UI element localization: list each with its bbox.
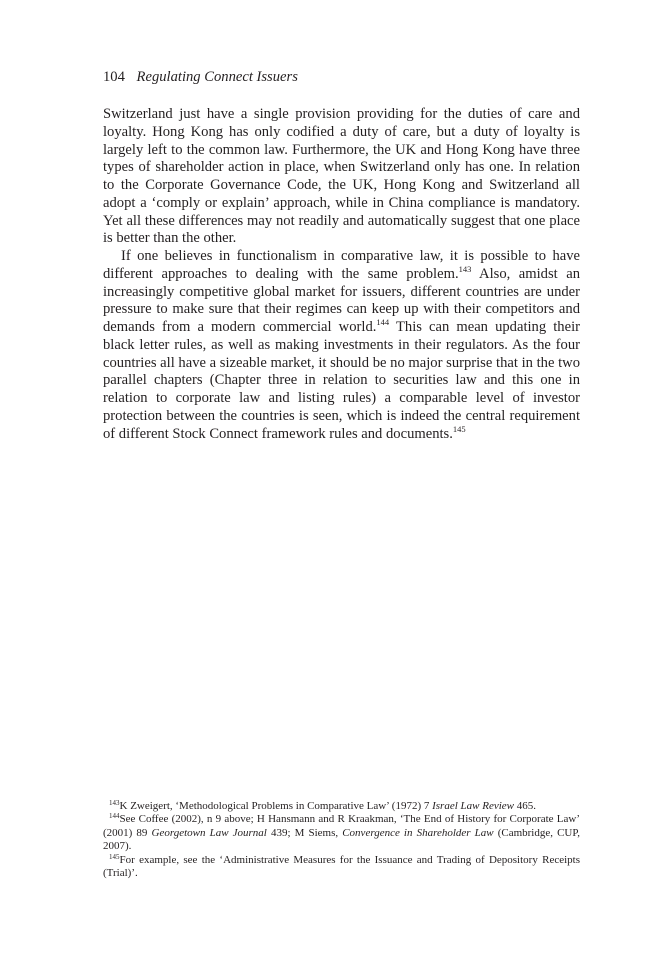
footnote-ref-144: 144 [376, 317, 390, 327]
footnote-text: For example, see the ‘Administrative Measures for the Issuance and Trading of Depository Receipts (Trial)’. [103, 853, 580, 880]
footnote-text: (Cambridge, CUP, 2007). [103, 826, 581, 853]
footnotes [103, 800, 580, 880]
body-text [103, 106, 580, 443]
paragraph-2-part-a: If one believes in functionalism in comparative law, it is possible to have different approaches to dealing with the same problem. [103, 248, 580, 282]
footnote-ref-145: 145 [452, 423, 466, 434]
paragraph-2-part-b: Also, amidst an increasingly competitive global market for issuers, different countries are under pressure to make sure that their regimes can keep up with their competitors and demands from a modern commercial world. [103, 265, 581, 335]
footnote-143 [103, 800, 580, 813]
paragraph-1: Switzerland just have a single provision providing for the duties of care and loyalty. Hong Kong has only codified a duty of care, but a duty of loyalty is largely left to the common law. Furthermore, the UK and Hong Kong have three types of shareholder action in place, when Switzerland only has one. In relation to the Corporate Governance Code, the UK, Hong Kong and Switzerland all adopt a ‘comply or explain’ approach, while in China compliance is mandatory. Yet all these differences may not readily and automatically suggest that one place is better than the other. [103, 106, 580, 247]
footnote-text: See Coffee (2002), n 9 above; H Hansmann and R Kraakman, ‘The End of History for Corporate Law’ (2001) 89 [103, 813, 580, 839]
footnote-text: K Zweigert, ‘Methodological Problems in Comparative Law’ (1972) 7 [119, 800, 433, 812]
footnote-ref-143: 143 [458, 263, 472, 274]
paragraph-2-part-c: This can mean updating their black letter rules, as well as making investments in their regulators. As the four countries all have a sizeable market, it should be no major surprise that in the two parallel chapters (Chapter three in relation to securities law and this one in relation to corporate law and listing rules) a comparable level of investor protection between the countries is seen, which is indeed the central requirement of different Stock Connect framework rules and documents. [103, 319, 580, 442]
footnote-number: 143 [109, 799, 120, 807]
journal-title: Georgetown Law Journal [151, 826, 267, 839]
journal-title: Israel Law Review [432, 800, 514, 812]
footnote-144 [103, 813, 580, 853]
footnote-number: 145 [109, 852, 120, 861]
footnote-text: 439; M Siems, [266, 826, 343, 839]
running-title: Regulating Connect Issuers [136, 69, 298, 85]
book-title: Convergence in Shareholder Law [342, 826, 494, 839]
running-header [103, 68, 298, 86]
page-number: 104 [103, 69, 125, 85]
footnote-number: 144 [109, 812, 120, 821]
paragraph-2 [103, 248, 580, 443]
footnote-text: 465. [514, 800, 536, 812]
footnote-145 [103, 854, 580, 881]
